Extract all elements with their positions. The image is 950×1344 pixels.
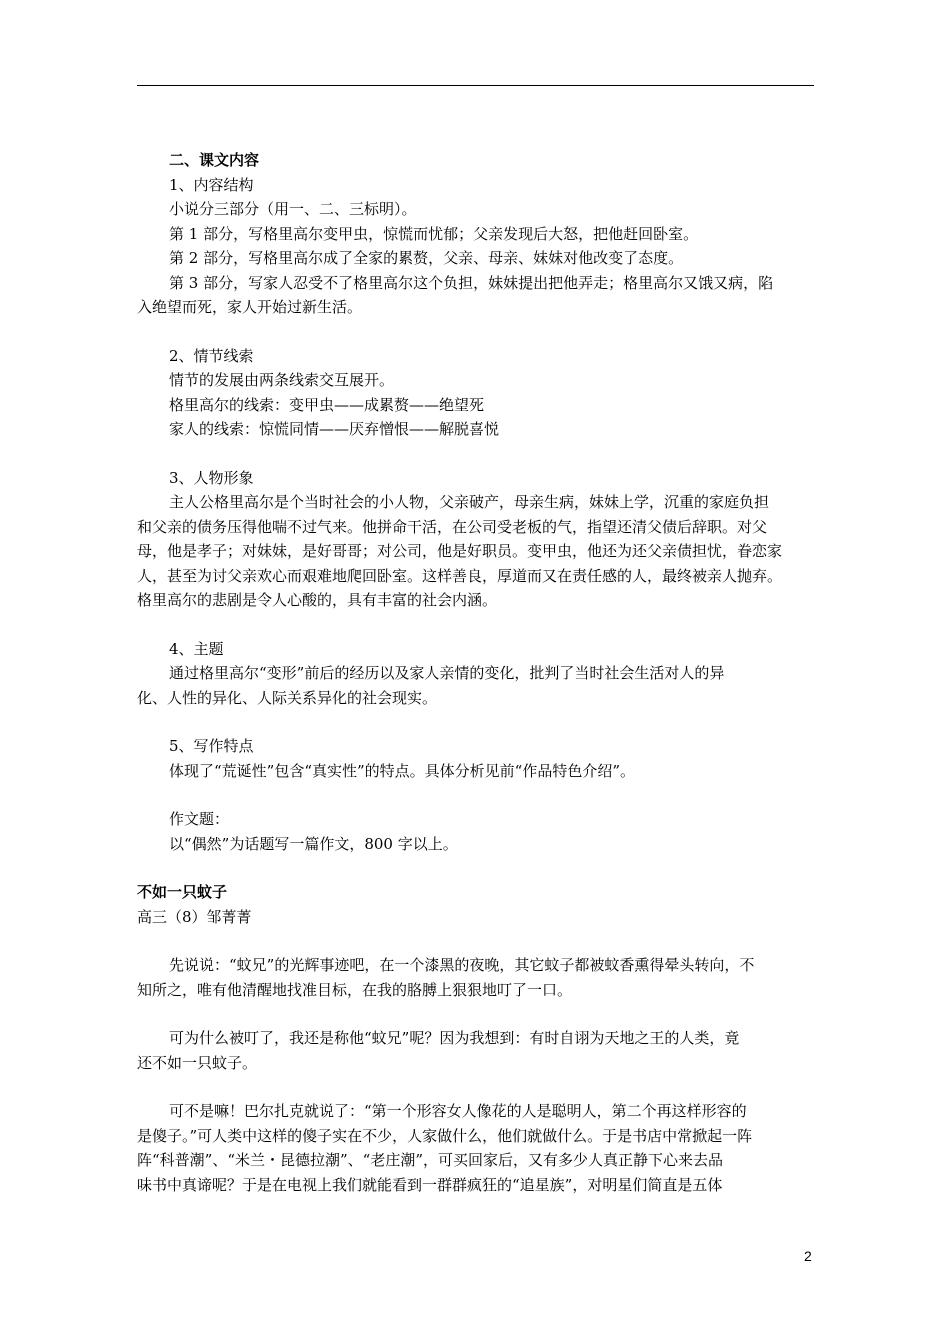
essay-paragraph-line: 可不是嘛！巴尔扎克就说了：“第一个形容女人像花的人是聪明人，第二个再这样形容的 <box>169 1102 747 1120</box>
essay-prompt-title: 作文题： <box>169 810 230 828</box>
essay-author: 高三（8）邹菁菁 <box>137 907 252 926</box>
paragraph-line: 化、人性的异化、人际关系异化的社会现实。 <box>137 688 438 707</box>
subsection-title: 4、主题 <box>169 639 224 658</box>
paragraph-line: 小说分三部分（用一、二、三标明）。 <box>169 200 417 218</box>
paragraph-line: 入绝望而死，家人开始过新生活。 <box>137 298 363 316</box>
essay-prompt-line: 以“偶然”为话题写一篇作文，800 字以上。 <box>169 834 458 853</box>
essay-paragraph-line: 知所之，唯有他清醒地找准目标，在我的胳膊上狠狠地叮了一口。 <box>137 980 573 999</box>
essay-paragraph-line: 阵“科普潮”、“米兰・昆德拉潮”、“老庄潮”，可买回家后，又有多少人真正静下心来去品 <box>137 1151 724 1169</box>
essay-paragraph-line: 可为什么被叮了，我还是称他“蚊兄”呢？因为我想到：有时自诩为天地之王的人类，竟 <box>169 1029 740 1047</box>
paragraph-line: 主人公格里高尔是个当时社会的小人物，父亲破产，母亲生病，妹妹上学，沉重的家庭负担 <box>169 493 770 511</box>
header-rule <box>137 85 814 86</box>
essay-paragraph-line: 味书中真谛呢？于是在电视上我们就能看到一群群疯狂的“追星族”，对明星们简直是五体 <box>137 1175 723 1194</box>
essay-paragraph-line: 是傻子。”可人类中这样的傻子实在不少，人家做什么，他们就做什么。于是书店中常掀起一阵 <box>137 1126 753 1145</box>
section-heading: 二、课文内容 <box>169 151 260 169</box>
paragraph-line: 家人的线索：惊慌同情——厌弃憎恨——解脱喜悦 <box>169 420 500 438</box>
paragraph-line: 通过格里高尔“变形”前后的经历以及家人亲情的变化，批判了当时社会生活对人的异 <box>169 664 725 682</box>
page-number: 2 <box>804 1248 812 1264</box>
essay-title: 不如一只蚊子 <box>137 883 228 901</box>
paragraph-line: 情节的发展由两条线索交互展开。 <box>169 371 395 389</box>
paragraph-line: 第 2 部分，写格里高尔成了全家的累赘，父亲、母亲、妹妹对他改变了态度。 <box>169 249 684 267</box>
paragraph-line: 和父亲的债务压得他喘不过气来。他拼命干活，在公司受老板的气，指望还清父债后辞职。对父 <box>137 517 768 536</box>
subsection-title: 3、人物形象 <box>169 468 254 487</box>
paragraph-line: 格里高尔的悲剧是令人心酸的，具有丰富的社会内涵。 <box>137 591 498 609</box>
paragraph-line: 第 1 部分，写格里高尔变甲虫，惊慌而忧郁；父亲发现后大怒，把他赶回卧室。 <box>169 224 699 243</box>
essay-paragraph-line: 还不如一只蚊子。 <box>137 1053 258 1072</box>
paragraph-line: 母，他是孝子；对妹妹，是好哥哥；对公司，他是好职员。变甲虫，他还为还父亲债担忧，眷恋家 <box>137 542 783 560</box>
subsection-title: 5、写作特点 <box>169 737 254 755</box>
paragraph-line: 格里高尔的线索：变甲虫——成累赘——绝望死 <box>169 395 485 414</box>
paragraph-line: 第 3 部分，写家人忍受不了格里高尔这个负担，妹妹提出把他弄走；格里高尔又饿又病，陷 <box>169 273 774 292</box>
essay-paragraph-line: 先说说：“蚊兄”的光辉事迹吧，在一个漆黑的夜晚，其它蚊子都被蚊香熏得晕头转向，不 <box>169 956 755 974</box>
document-body <box>137 148 817 1197</box>
subsection-title: 1、内容结构 <box>169 175 254 194</box>
paragraph-line: 人，甚至为讨父亲欢心而艰难地爬回卧室。这样善良，厚道而又在责任感的人，最终被亲人抛弃。 <box>137 566 783 585</box>
paragraph-line: 体现了“荒诞性”包含“真实性”的特点。具体分析见前“作品特色介绍”。 <box>169 761 636 780</box>
subsection-title: 2、情节线索 <box>169 346 254 365</box>
